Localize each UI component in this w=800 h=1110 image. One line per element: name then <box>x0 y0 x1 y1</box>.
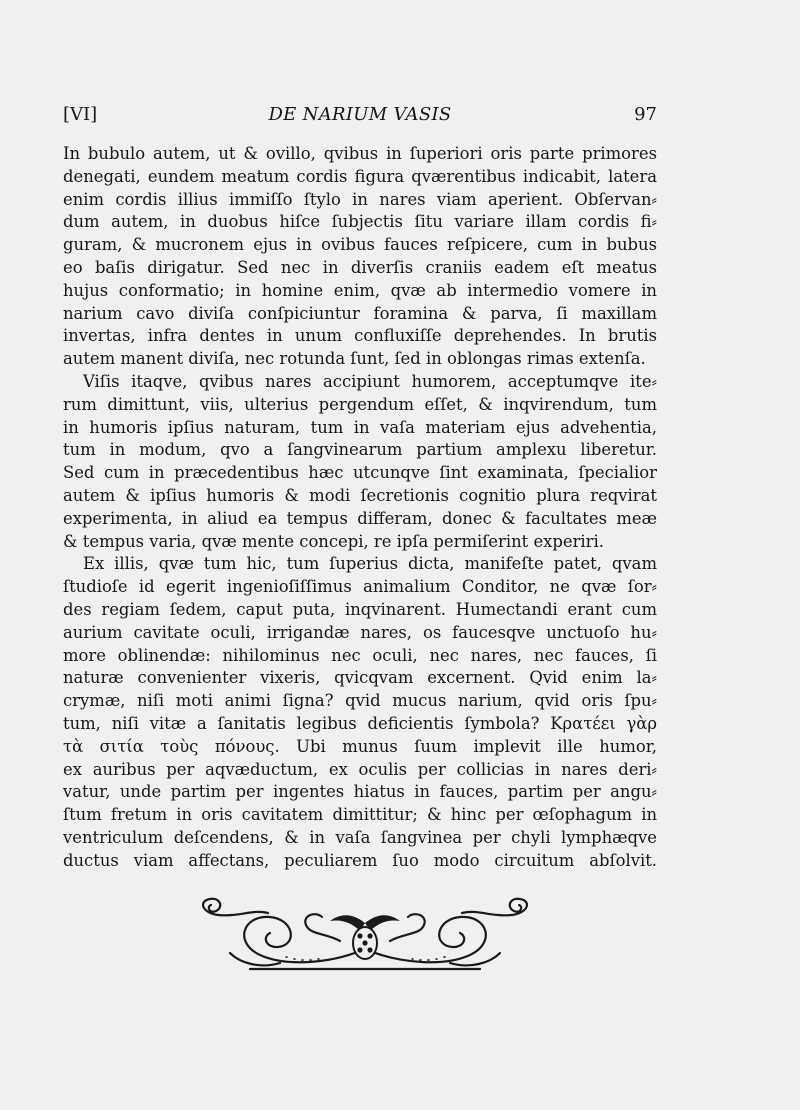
text-line: crymæ, niſi moti animi ſigna? qvid mucus narium, qvid oris ſpu⸗ <box>63 691 657 711</box>
running-head <box>63 104 657 130</box>
text-line: hujus conformatio; in homine enim, qvæ ab intermedio vomere in <box>63 280 657 300</box>
text-line: Viſis itaqve, qvibus nares accipiunt humorem, acceptumqve ite⸗ <box>83 371 657 391</box>
text-line: narium cavo diviſa conſpiciuntur foramina & parva, ſi maxillam <box>63 303 657 323</box>
text-line: rum dimittunt, viis, ulterius pergendum eſſet, & inqvirendum, tum <box>63 394 657 414</box>
text-line: tum in modum, qvo a ſangvinearum partium amplexu liberetur. <box>63 440 657 460</box>
body-text <box>63 143 657 873</box>
text-line: ductus viam affectans, peculiarem ſuo modo circuitum abſolvit. <box>63 850 657 870</box>
text-line: Ex illis, qvæ tum hic, tum ſuperius dicta, manifeſte patet, qvam <box>83 554 657 574</box>
text-line: Sed cum in præcedentibus hæc utcunqve ſint examinata, ſpecialior <box>63 463 657 483</box>
section-number: [VI] <box>63 104 98 125</box>
text-line: in humoris ipſius naturam, tum in vaſa materiam ejus advehentia, <box>63 417 657 437</box>
text-line: invertas, infra dentes in unum confluxiſſe deprehendes. In brutis <box>63 326 657 346</box>
text-line: dum autem, in duobus hiſce ſubjectis ſitu variare illam cordis fi⸗ <box>63 212 657 232</box>
text-line: des regiam ſedem, caput puta, inqvinarent. Humectandi erant cum <box>63 599 657 619</box>
text-line: denegati, eundem meatum cordis figura qværentibus indicabit, latera <box>63 166 657 186</box>
text-line: ventriculum deſcendens, & in vaſa ſangvinea per chyli lymphæqve <box>63 827 657 847</box>
running-title: DE NARIUM VASIS <box>268 104 452 125</box>
text-line: τὰ σιτία τοὺς πόνους. Ubi munus ſuum implevit ille humor, <box>63 736 657 756</box>
text-line: ſtum fretum in oris cavitatem dimittitur; & hinc per œſophagum in <box>63 805 657 825</box>
text-line: & tempus varia, qvæ mente concepi, re ipſa permiſerint experiri. <box>63 531 604 551</box>
page-number: 97 <box>634 104 657 125</box>
text-line: naturæ convenienter vixeris, qvicqvam excernent. Qvid enim la⸗ <box>63 668 657 688</box>
text-line: more oblinendæ: nihilominus nec oculi, nec nares, nec fauces, ſi <box>63 645 657 665</box>
text-line: ex auribus per aqvæductum, ex oculis per collicias in nares deri⸗ <box>63 759 657 779</box>
text-line: tum, niſi vitæ a ſanitatis legibus deficientis ſymbola? Κρατέει γὰρ <box>63 713 657 733</box>
text-line: experimenta, in aliud ea tempus differam, donec & facultates meæ <box>63 508 657 528</box>
text-line: In bubulo autem, ut & ovillo, qvibus in ſuperiori oris parte primores <box>63 144 657 163</box>
text-line: autem & ipſius humoris & modi ſecretionis cognitio plura reqvirat <box>63 485 657 505</box>
decorative-ornament-icon <box>190 893 540 973</box>
text-line: vatur, unde partim per ingentes hiatus in fauces, partim per angu⸗ <box>63 782 657 802</box>
text-line: ſtudioſe id egerit ingenioſiſſimus animalium Conditor, ne qvæ ſor⸗ <box>63 577 657 597</box>
text-line: enim cordis illius immiſſo ſtylo in nares viam aperient. Obſervan⸗ <box>63 189 657 209</box>
text-line: eo baſis dirigatur. Sed nec in diverſis craniis eadem eſt meatus <box>63 257 657 277</box>
text-line: guram, & mucronem ejus in ovibus fauces reſpicere, cum in bubus <box>63 235 657 255</box>
text-line: aurium cavitate oculi, irrigandæ nares, os faucesqve unctuoſo hu⸗ <box>63 622 657 642</box>
text-line: autem manent diviſa, nec rotunda ſunt, ſed in oblongas rimas extenſa. <box>63 349 646 369</box>
